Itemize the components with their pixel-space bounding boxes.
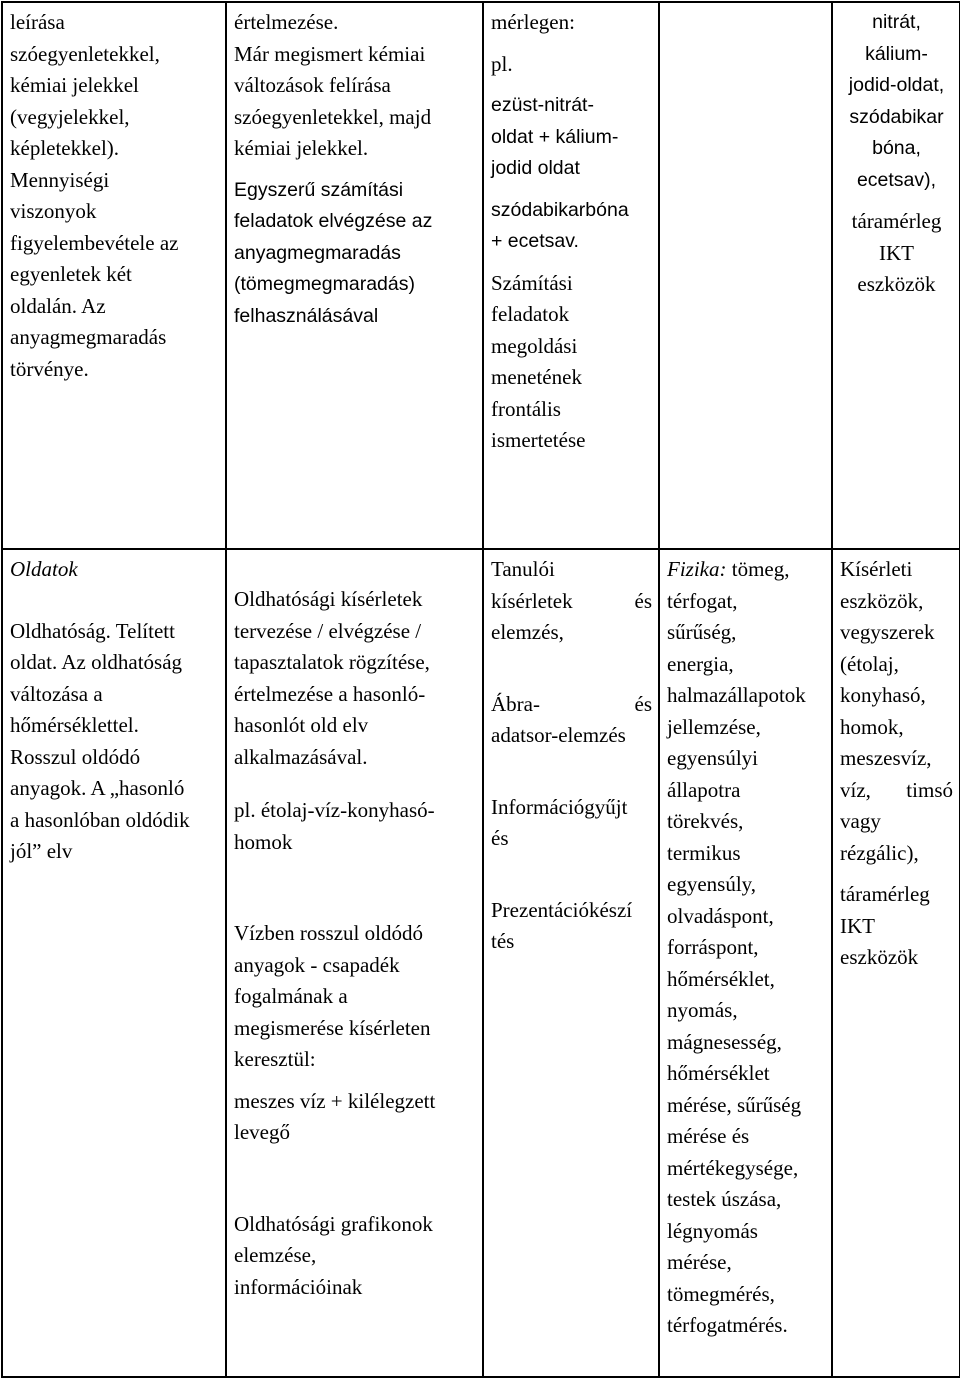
text-line: Mennyiségi [10, 167, 110, 192]
text-line: szódabikar [849, 105, 944, 128]
text-line: jodid-oldat, [848, 74, 945, 96]
text-line: anyagok. A „hasonló [10, 776, 185, 800]
connections-text [667, 586, 825, 1342]
tools-paragraph [840, 879, 953, 974]
text-line: állapotra [667, 777, 741, 802]
text-line: halmazállapotok [667, 683, 806, 707]
text-line: Információgyűjt [491, 794, 628, 819]
text-line: nyomás, [667, 998, 738, 1022]
text-line: Rosszul oldódó [10, 744, 141, 769]
connections-first-line [667, 554, 825, 586]
subject-label: Fizika: [667, 557, 727, 581]
text-line: értelmezése. [234, 10, 339, 34]
text-line: egyensúly, [667, 872, 757, 896]
text-line: szódabikarbóna [491, 198, 629, 221]
text-line: megismerése kísérleten [234, 1015, 431, 1040]
activity-cell [226, 2, 483, 549]
activity-paragraph [234, 1086, 476, 1149]
text-line: olvadáspont, [667, 903, 774, 928]
method-cell [483, 549, 659, 1377]
text-line: ecetsav), [856, 168, 937, 191]
method-paragraph [491, 689, 652, 752]
topic-text [10, 7, 219, 385]
text-line: leírása [10, 10, 65, 34]
text-line: térfogatmérés. [667, 1313, 788, 1337]
text-line: anyagok - csapadék [234, 952, 400, 977]
text-line: viszonyok [10, 199, 97, 223]
text-line: Oldhatóság. Telített [10, 618, 175, 643]
method-paragraph [491, 90, 652, 185]
text-line: jól” elv [10, 839, 73, 863]
text-line: konyhasó, [840, 683, 926, 707]
tools-paragraph [840, 554, 953, 869]
tools-paragraph [840, 7, 953, 196]
text-line: figyelembevétele az [10, 230, 179, 255]
text-line: (tömegmegmaradás) [234, 273, 415, 295]
text-line: Egyszerű számítási [234, 178, 404, 201]
activity-paragraph [234, 584, 476, 773]
text-line: kémiai jelekkel [10, 73, 139, 97]
text-line: térfogat, [667, 588, 738, 613]
text-line: homok [234, 829, 293, 854]
topic-text [10, 616, 219, 868]
method-paragraph [491, 895, 652, 958]
text-line: jellemzése, [667, 714, 761, 739]
text-line: mértékegysége, [667, 1155, 799, 1180]
text-line: tervezése / elvégzése / [234, 618, 422, 643]
text-line: mágnesesség, [667, 1029, 782, 1054]
text-line: szóegyenletekkel, [10, 41, 160, 66]
text-line: táramérleg [840, 882, 930, 906]
text-line: táramérleg [851, 209, 942, 233]
text-line: elemzése, [234, 1243, 317, 1267]
text-line: vegyszerek [840, 620, 935, 644]
text-line: anyagmegmaradás [234, 241, 401, 264]
text-line: keresztül: [234, 1047, 316, 1071]
activity-paragraph [234, 175, 476, 333]
text-line: sűrűség, [667, 620, 737, 644]
text-line: hőmérséklet, [667, 966, 775, 991]
text-line: eszközök [840, 945, 919, 969]
text-line: termikus [667, 840, 741, 865]
text-line: alkalmazásával. [234, 744, 368, 769]
text-line: egyensúlyi [667, 746, 758, 770]
text-line: + ecetsav. [491, 230, 579, 252]
text-line: eszközök, [840, 588, 924, 613]
text-line: IKT [840, 913, 875, 938]
tools-cell [832, 2, 960, 549]
text-line: meszesvíz, [840, 746, 932, 770]
text-line: törekvés, [667, 809, 744, 833]
text-line: és [491, 826, 509, 850]
text-line: hőmérséklet [667, 1061, 770, 1085]
text-line: Tanulói [491, 557, 555, 581]
activity-cell [226, 549, 483, 1377]
method-paragraph [491, 49, 652, 81]
text-line: változása a [10, 681, 103, 706]
method-paragraph [491, 195, 652, 258]
text-line: frontális [491, 396, 561, 421]
text-line: (vegyjelekkel, [10, 104, 130, 129]
connections-cell [659, 2, 832, 549]
text-line: feladatok elvégzése az [234, 210, 433, 232]
text-line: hasonlót old elv [234, 713, 369, 737]
topic-cell [2, 549, 226, 1377]
text-line: oldat + kálium- [491, 125, 619, 148]
text-line: fogalmának a [234, 984, 348, 1008]
text-line: víz, timsó [840, 777, 953, 802]
text-line: hőmérséklettel. [10, 713, 139, 737]
activity-paragraph [234, 1209, 476, 1304]
text-line: nitrát, [872, 11, 921, 33]
topic-cell [2, 2, 226, 549]
text-line: mérése és [667, 1124, 750, 1148]
method-paragraph [491, 268, 652, 457]
text-line: felhasználásával [234, 304, 379, 327]
text-line: oldalán. Az [10, 293, 106, 318]
text-line: értelmezése a hasonló- [234, 681, 426, 706]
text-line: kísérletek és [491, 588, 652, 613]
text-line: pl. [491, 51, 513, 76]
text-line: Számítási [491, 270, 573, 295]
text-line: mérlegen: [491, 10, 575, 34]
activity-paragraph [234, 918, 476, 1076]
text-line: jodid oldat [491, 157, 580, 179]
text-line: vagy [840, 809, 881, 833]
method-paragraph [491, 554, 652, 649]
tools-cell [832, 549, 960, 1377]
text-line: megoldási [491, 333, 578, 358]
method-cell [483, 2, 659, 549]
text-line: anyagmegmaradás [10, 325, 167, 349]
text-line: IKT [879, 240, 914, 265]
text-line: bóna, [872, 137, 921, 159]
text-line: testek úszása, [667, 1187, 782, 1211]
text-line: mérése, sűrűség [667, 1092, 802, 1117]
tools-paragraph [840, 206, 953, 301]
text-line: kémiai jelekkel. [234, 136, 369, 160]
table-row [2, 549, 960, 1377]
method-paragraph [491, 792, 652, 855]
table-row [2, 2, 960, 549]
text-line: légnyomás [667, 1218, 758, 1243]
subject-text: tömeg, [726, 557, 790, 581]
text-line: Kísérleti [840, 557, 913, 581]
text-line: tés [491, 929, 515, 953]
activity-paragraph [234, 7, 476, 165]
text-line: adatsor-elemzés [491, 723, 626, 747]
text-line: Ábra- és [491, 691, 652, 716]
text-line: tapasztalatok rögzítése, [234, 650, 430, 674]
text-line: ezüst-nitrát- [491, 94, 594, 116]
text-line: levegő [234, 1120, 290, 1144]
text-line: rézgálic), [840, 840, 919, 865]
text-line: változások felírása [234, 73, 391, 97]
connections-cell [659, 549, 832, 1377]
text-line: Prezentációkészí [491, 897, 633, 922]
text-line: oldat. Az oldhatóság [10, 650, 183, 674]
text-line: Már megismert kémiai [234, 41, 426, 66]
text-line: törvénye. [10, 356, 89, 381]
curriculum-table [1, 1, 960, 1378]
text-line: energia, [667, 651, 734, 676]
text-line: (étolaj, [840, 651, 899, 676]
text-line: feladatok [491, 302, 570, 326]
text-line: tömegmérés, [667, 1281, 775, 1306]
topic-title: Oldatok [10, 557, 78, 581]
text-line: pl. étolaj-víz-konyhasó- [234, 798, 435, 822]
text-line: Vízben rosszul oldódó [234, 921, 423, 945]
text-line: információinak [234, 1274, 363, 1299]
text-line: meszes víz + kilélegzett [234, 1088, 436, 1113]
text-line: ismertetése [491, 428, 586, 452]
text-line: szóegyenletekkel, majd [234, 104, 432, 129]
text-line: homok, [840, 714, 904, 739]
text-line: képletekkel). [10, 136, 120, 160]
method-paragraph [491, 7, 652, 39]
text-line: kálium- [865, 42, 928, 65]
text-line: a hasonlóban oldódik [10, 807, 190, 832]
text-line: eszközök [857, 272, 936, 296]
text-line: Oldhatósági kísérletek [234, 587, 423, 611]
activity-paragraph [234, 795, 476, 858]
text-line: menetének [491, 365, 582, 389]
text-line: mérése, [667, 1250, 732, 1274]
text-line: Oldhatósági grafikonok [234, 1211, 433, 1236]
text-line: forráspont, [667, 935, 759, 959]
text-line: elemzés, [491, 620, 564, 644]
text-line: egyenletek két [10, 262, 132, 286]
